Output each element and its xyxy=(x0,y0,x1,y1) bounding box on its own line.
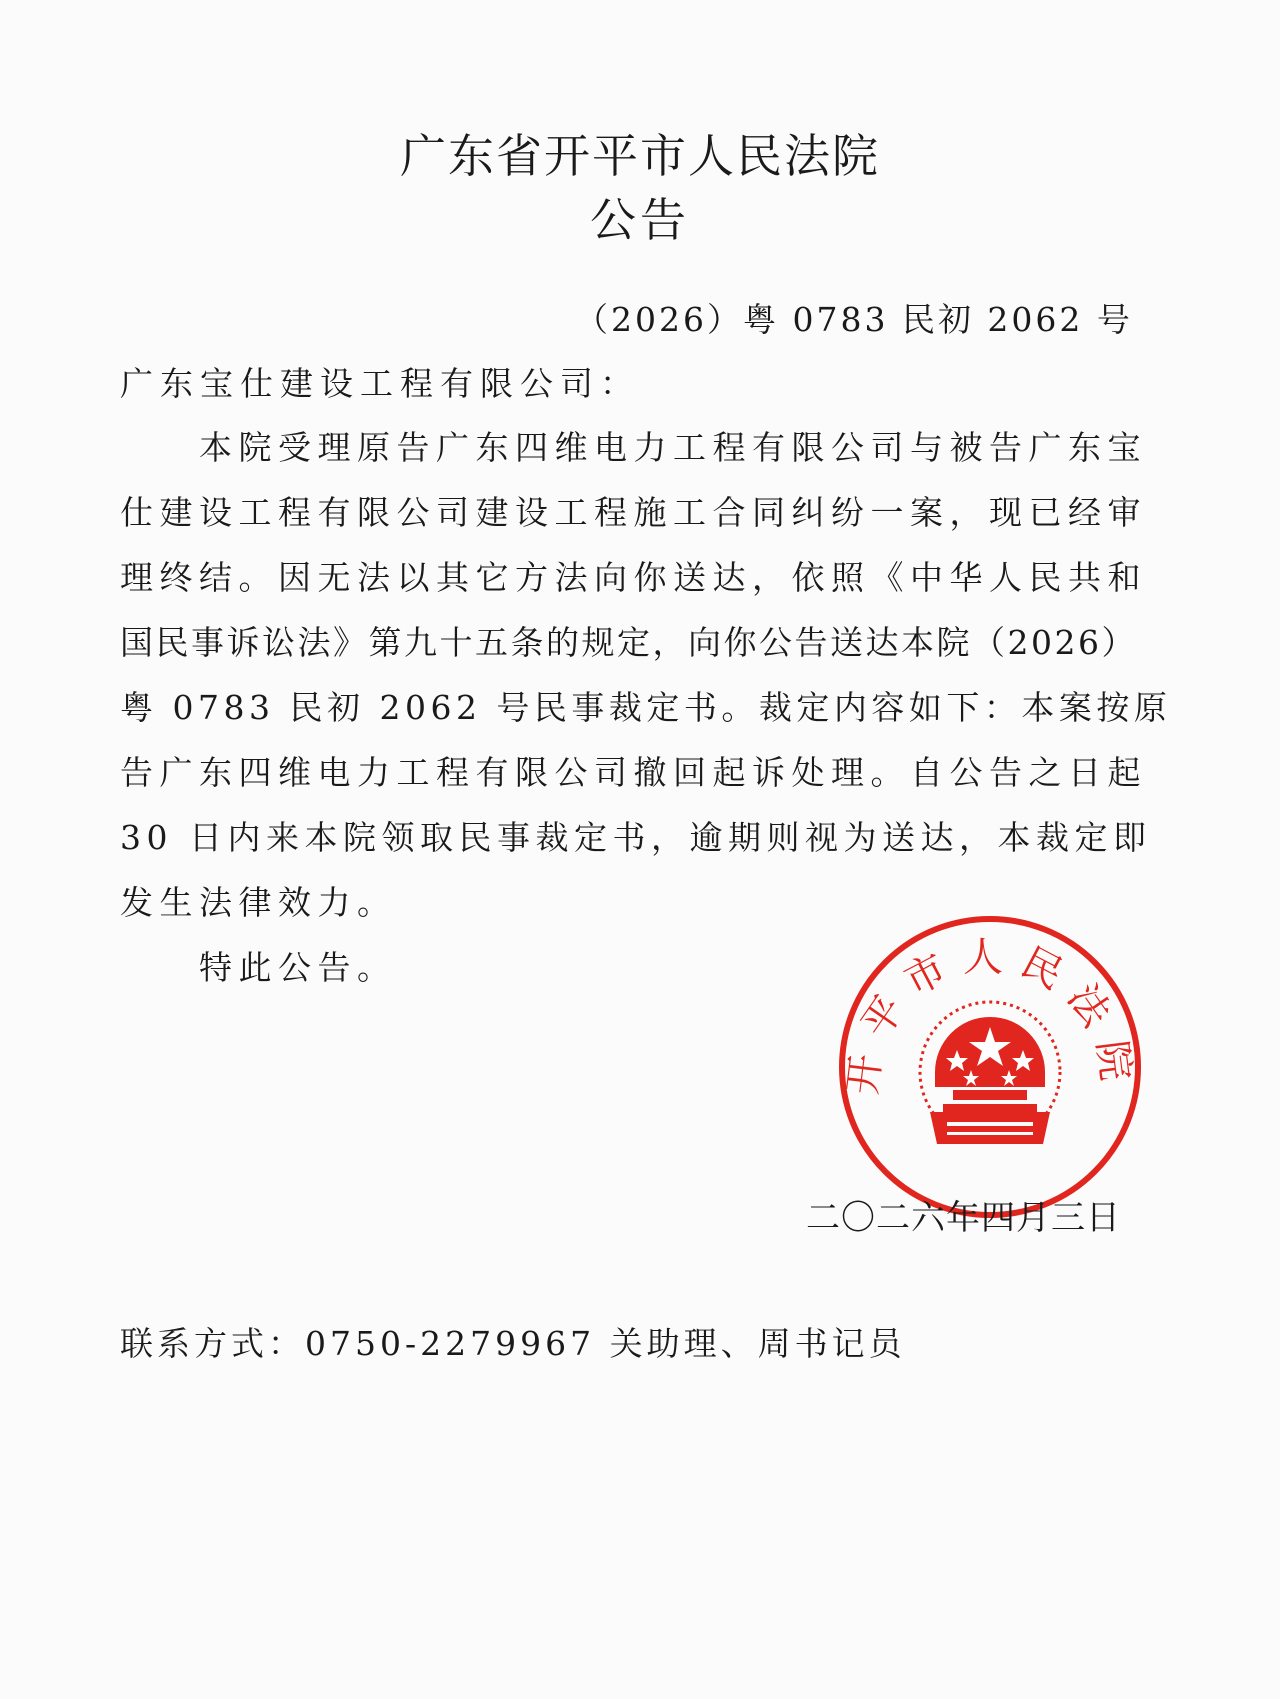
court-name-heading: 广东省开平市人民法院 xyxy=(400,129,880,183)
closing-line: 特此公告。 xyxy=(120,948,397,987)
seal-text: 开平市人民法院 xyxy=(839,934,1141,1098)
body-line: 国民事诉讼法》第九十五条的规定，向你公告送达本院（2026） xyxy=(120,623,1137,662)
case-number: （2026）粤 0783 民初 2062 号 xyxy=(575,300,1133,339)
body-line: 粤 0783 民初 2062 号民事裁定书。裁定内容如下：本案按原 xyxy=(120,688,1172,727)
body-line: 仕建设工程有限公司建设工程施工合同纠纷一案，现已经审 xyxy=(120,493,1147,532)
court-seal xyxy=(835,912,1145,1222)
addressee: 广东宝仕建设工程有限公司： xyxy=(120,364,640,403)
body-line: 告广东四维电力工程有限公司撤回起诉处理。自公告之日起 xyxy=(120,753,1147,792)
contact-info: 联系方式：0750-2279967 关助理、周书记员 xyxy=(120,1324,906,1363)
body-line: 发生法律效力。 xyxy=(120,883,397,922)
body-line: 理终结。因无法以其它方法向你送达，依照《中华人民共和 xyxy=(120,558,1147,597)
body-line: 本院受理原告广东四维电力工程有限公司与被告广东宝 xyxy=(120,428,1147,467)
national-emblem-icon xyxy=(920,1002,1060,1144)
issue-date: 二〇二六年四月三日 xyxy=(806,1198,1121,1238)
body-line: 30 日内来本院领取民事裁定书，逾期则视为送达，本裁定即 xyxy=(120,818,1152,857)
notice-heading: 公告 xyxy=(590,193,690,247)
